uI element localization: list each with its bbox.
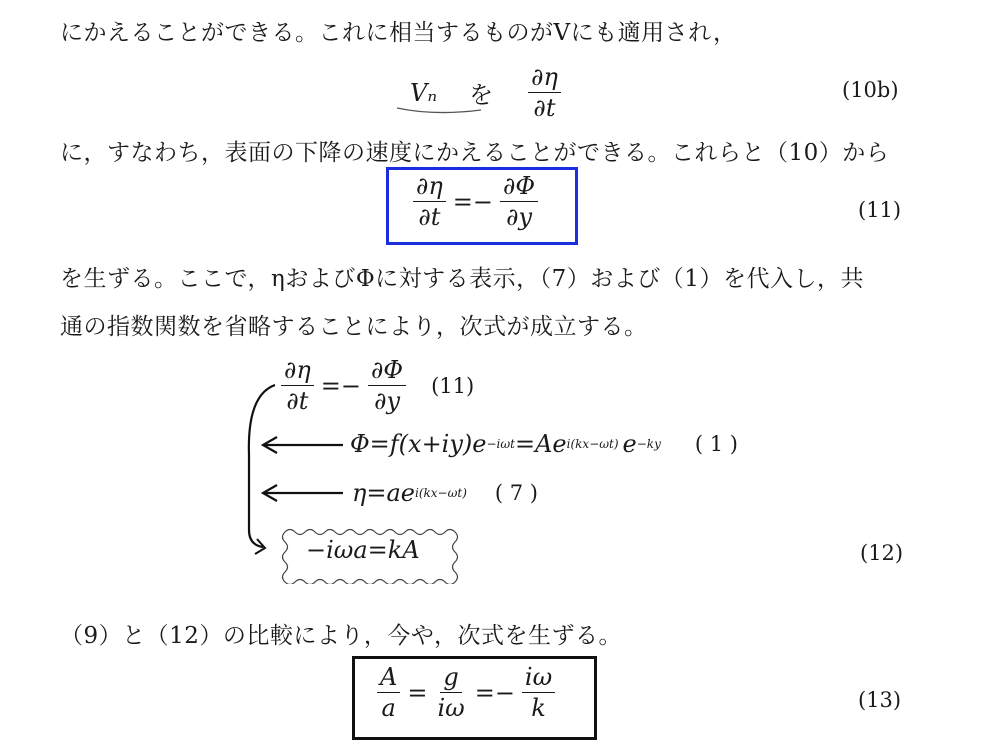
eq1-tail: e [622,430,637,458]
eq10b-wo: を [469,81,494,110]
text-line-4: 通の指数関数を省略することにより，次式が成立する。 [60,314,648,340]
text-line-2: に，すなわち，表面の下降の速度にかえることができる。これらと（10）から [60,140,890,166]
eq11b-num1: ∂η [281,357,314,386]
equation-12 [306,536,420,564]
equation-13 [374,664,558,722]
eq13-frac3 [522,664,555,722]
text-line-5: （9）と（12）の比較により，今や，次式を生ずる。 [60,623,622,649]
eq11b-num2: ∂Φ [368,357,406,386]
eq12-number: (12) [860,541,904,565]
eq11b-den1: ∂t [286,387,309,416]
eq10b-fraction [528,64,561,122]
eq11-den2: ∂y [506,203,533,232]
eq13-frac2 [434,664,467,722]
underline-mark [395,100,485,120]
equation-7 [352,479,538,507]
eq1-sup3: −ky [636,437,661,451]
eq7-sup1: i(kx−ωt) [415,486,467,500]
eq10b-lhs: Vₙ [410,78,438,107]
text-line-3: を生ずる。ここで，ηおよびΦに対する表示，（7）および（1）を代入し，共 [60,266,864,292]
eq11-lhs-fraction [413,173,446,231]
eq13-d1: a [381,694,396,723]
eq11-num2: ∂Φ [500,173,538,202]
eq11b-den2: ∂y [374,387,401,416]
eq11b-number: (11) [431,373,475,398]
equation-1 [350,430,738,458]
eq11-eq: =− [452,187,494,216]
text-line-1: にかえることができる。これに相当するものがVにも適用され， [60,20,737,46]
eq11b-eq: =− [320,371,362,400]
eq1-base: Φ=f(x+iy)e [350,430,487,458]
eq11-number: (11) [858,198,902,222]
eq12-expr: −iωa=kA [306,536,420,564]
eq1-mid: =Ae [514,430,567,458]
eq7-number: ( 7 ) [494,481,539,505]
eq13-eq1: = [407,678,428,707]
eq11b-lhs-fraction [281,357,314,415]
eq13-n2: g [440,664,461,693]
eq11-rhs-fraction [500,173,538,231]
equation-11 [410,173,541,231]
eq1-number: ( 1 ) [694,432,738,456]
eq10b-number: (10b) [842,78,899,102]
eq11-num1: ∂η [413,173,446,202]
eq7-base: η=ae [352,479,415,507]
eq13-d3: k [531,694,546,723]
eq1-sup1: −iωt [486,437,515,451]
eq13-n3: iω [522,664,555,693]
eq13-d2: iω [437,694,465,723]
eq10b-denominator: ∂t [533,94,556,123]
eq11-den1: ∂t [418,203,441,232]
equation-11-repeat [278,357,474,415]
eq13-frac1 [377,664,400,722]
eq10b-numerator: ∂η [528,64,561,93]
eq13-number: (13) [858,688,902,712]
eq13-n1: A [377,664,400,693]
eq1-sup2: i(kx−ωt) [566,437,619,451]
eq13-eq2: =− [474,678,515,707]
eq11b-rhs-fraction [368,357,406,415]
